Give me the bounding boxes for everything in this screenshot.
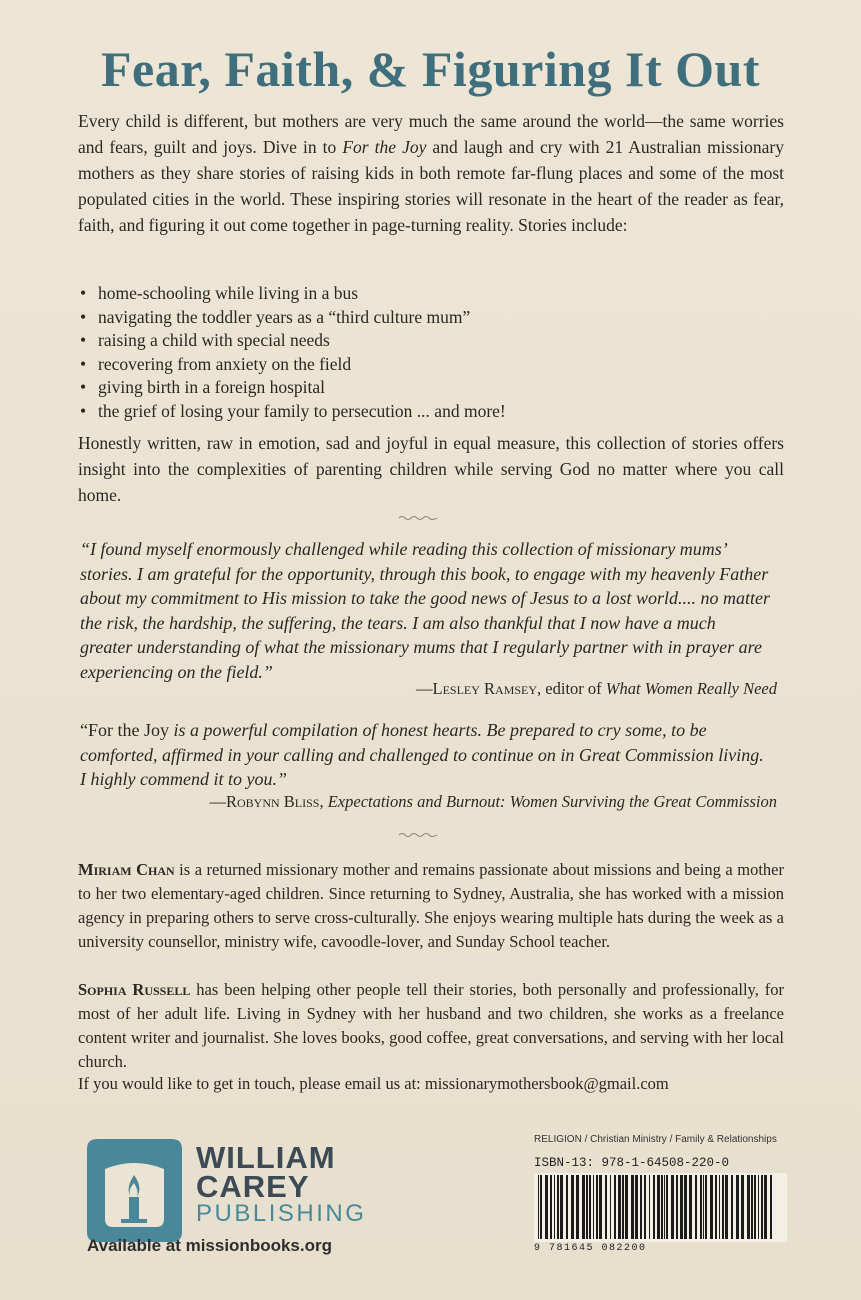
barcode-bar	[725, 1175, 728, 1239]
barcode-bar	[770, 1175, 772, 1239]
barcode-bar	[644, 1175, 646, 1239]
barcode-bar	[582, 1175, 585, 1239]
intro-text-2: and laugh and cry with 21 Australian missionary mothers as they share stories of raising kids in both remote far-flung places and some of the most populated cities in the world. These inspiring stories will resonate in the heart of the reader as fear, faith, and figuring it out come together in page-turning reality. Stories include:	[78, 137, 784, 235]
list-item: • home-schooling while living in a bus	[78, 282, 778, 306]
barcode-bar	[635, 1175, 638, 1239]
list-item: • giving birth in a foreign hospital	[78, 376, 778, 400]
barcode-bar	[700, 1175, 702, 1239]
barcode-bar	[736, 1175, 739, 1239]
publisher-name-line-3: PUBLISHING	[196, 1200, 367, 1227]
stories-list	[78, 282, 778, 423]
barcode-bar	[538, 1175, 539, 1239]
publisher-name-line-2: CAREY	[196, 1169, 310, 1204]
divider-flourish	[398, 832, 438, 838]
endorser-work: What Women Really Need	[605, 679, 777, 698]
barcode-bar	[653, 1175, 655, 1239]
barcode-bar	[657, 1175, 660, 1239]
barcode-bar	[715, 1175, 717, 1239]
barcode-bar	[649, 1175, 650, 1239]
endorser-work: Expectations and Burnout: Women Surviving the Great Commission	[327, 792, 777, 811]
barcode-bar	[571, 1175, 574, 1239]
barcode-bar	[747, 1175, 750, 1239]
barcode-bar	[731, 1175, 733, 1239]
barcode-bar	[540, 1175, 542, 1239]
bisac-category: RELIGION / Christian Ministry / Family & Relationships	[534, 1134, 777, 1145]
barcode-bar	[764, 1175, 767, 1239]
author-bio-text: is a returned missionary mother and remains passionate about missions and being a mother to her two elementary-aged children. Since returning to Sydney, Australia, she has worked with a mission agency in preparing others to serve cross-culturally. She enjoys wearing multiple hats during the week as a university counsellor, ministry wife, cavoodle-lover, and Sunday School teacher.	[78, 860, 785, 951]
quote-book-title: For the Joy	[88, 720, 169, 740]
barcode-bar	[610, 1175, 611, 1239]
list-item: • the grief of losing your family to persecution ... and more!	[78, 400, 778, 424]
endorser-name: Robynn Bliss	[225, 792, 320, 811]
barcode-bar	[605, 1175, 607, 1239]
barcode-bar	[705, 1175, 707, 1239]
intro-text-1: Every child is different, but mothers are very much the same around the world—the same worries and fears, guilt and joys. Dive in to	[78, 111, 784, 157]
barcode-bar	[625, 1175, 628, 1239]
barcode-bar	[631, 1175, 634, 1239]
author-bio-text: has been helping other people tell their stories, both personally and professionally, for most of her adult life. Living in Sydney with her husband and two children, she works as a freelance content writer and journalist. She loves books, good coffee, great conversations, and serving with her local church.	[78, 980, 784, 1071]
barcode-bar	[554, 1175, 555, 1239]
list-item: • raising a child with special needs	[78, 329, 778, 353]
endorsement-quote-1: “I found myself enormously challenged while reading this collection of missionary mums’ stories. I am grateful for the opportunity, through this book, to engage with my heavenly Father about my commitment to His mission to take the good news of Jesus to a lost world.... no matter the risk, the hardship, the suffering, the tears. I am also thankful that I now have a much greater understanding of what the missionary mums that I regularly partner with in prayer are experiencing on the field.”	[80, 539, 770, 682]
intro-paragraph	[78, 108, 784, 238]
author-bio-1	[78, 858, 784, 954]
publisher-name-line-1: WILLIAM	[196, 1140, 336, 1175]
endorsement-attribution-1	[416, 679, 777, 699]
barcode-bar	[593, 1175, 594, 1239]
quote-text: is a powerful compilation of honest hearts. Be prepared to cry some, to be comforted, affirmed in your calling and challenged to continue on in Great Commission living. I highly commend it to you.”	[80, 720, 764, 789]
barcode-bar	[586, 1175, 588, 1239]
barcode-bar	[722, 1175, 724, 1239]
summary-paragraph: Honestly written, raw in emotion, sad and joyful in equal measure, this collection of stories offers insight into the complexities of parenting children while serving God no matter where you call home.	[78, 433, 784, 505]
list-item: • recovering from anxiety on the field	[78, 353, 778, 377]
barcode-bar	[664, 1175, 665, 1239]
barcode-bar	[545, 1175, 548, 1239]
barcode-bar	[614, 1175, 616, 1239]
barcode-bar	[666, 1175, 668, 1239]
barcode-bar	[550, 1175, 552, 1239]
barcode-bar	[710, 1175, 713, 1239]
barcode-bar	[751, 1175, 753, 1239]
endorsement-attribution-2	[209, 792, 777, 812]
barcode-bar	[622, 1175, 624, 1239]
barcode-bar	[703, 1175, 704, 1239]
attribution-separator: ,	[319, 792, 328, 811]
quote-open: “	[80, 720, 88, 740]
author-name: Sophia Russell	[78, 980, 191, 999]
endorser-role: , editor of	[537, 679, 606, 698]
availability-line: Available at missionbooks.org	[87, 1236, 332, 1255]
barcode-bar	[560, 1175, 563, 1239]
isbn-label: ISBN-13: 978-1-64508-220-0	[534, 1156, 730, 1170]
barcode-bar	[576, 1175, 579, 1239]
barcode-bar	[676, 1175, 678, 1239]
barcode-bar	[761, 1175, 763, 1239]
barcode-bar	[566, 1175, 568, 1239]
divider-flourish	[398, 515, 438, 521]
barcode-bar	[596, 1175, 598, 1239]
attribution-dash: —	[415, 679, 433, 698]
barcode-bar	[684, 1175, 687, 1239]
barcode-bar	[741, 1175, 744, 1239]
endorser-name: Lesley Ramsey	[432, 679, 538, 698]
endorsement-quote-2	[80, 718, 770, 792]
barcode-bar	[719, 1175, 720, 1239]
barcode-number: 9 781645 082200	[534, 1243, 647, 1254]
barcode-bar	[557, 1175, 559, 1239]
cover-headline: Fear, Faith, & Figuring It Out	[101, 41, 760, 97]
barcode-bar	[689, 1175, 692, 1239]
barcode-bar	[758, 1175, 759, 1239]
contact-line: If you would like to get in touch, please email us at: missionarymothersbook@gmail.com	[78, 1074, 669, 1093]
barcode-bar	[661, 1175, 663, 1239]
barcode-bar	[640, 1175, 642, 1239]
author-bio-2	[78, 978, 784, 1074]
candle-flame-logo-icon	[87, 1139, 182, 1242]
author-name: Miriam Chan	[78, 860, 175, 879]
barcode-bar	[589, 1175, 591, 1239]
barcode	[534, 1173, 787, 1242]
list-item: • navigating the toddler years as a “third culture mum”	[78, 306, 778, 330]
barcode-bar	[680, 1175, 683, 1239]
attribution-dash: —	[209, 792, 226, 811]
barcode-bar	[618, 1175, 621, 1239]
barcode-bar	[599, 1175, 602, 1239]
intro-book-title: For the Joy	[342, 137, 427, 157]
barcode-bar	[695, 1175, 697, 1239]
barcode-bar	[754, 1175, 756, 1239]
barcode-bar	[671, 1175, 674, 1239]
